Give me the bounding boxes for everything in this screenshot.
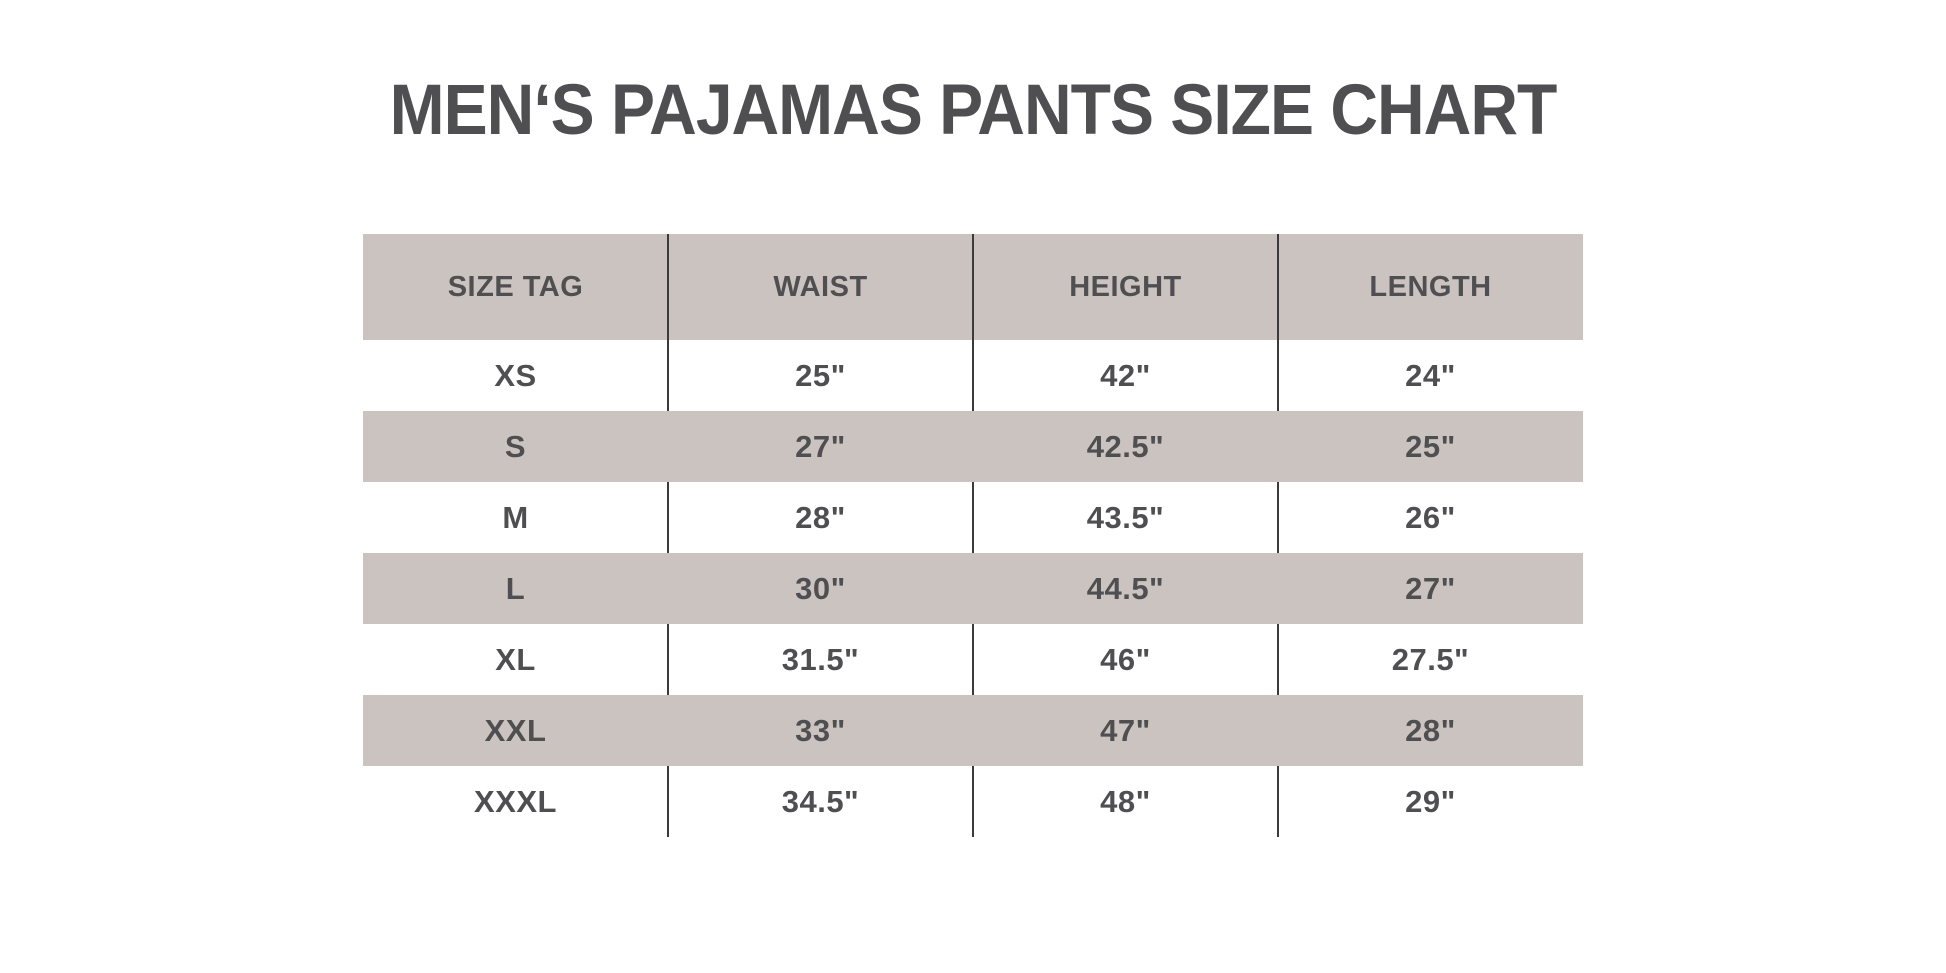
length-value: 25" — [1405, 428, 1456, 464]
waist-value: 25" — [795, 357, 846, 393]
waist-value: 34.5" — [781, 783, 860, 819]
waist-value: 31.5" — [781, 641, 860, 677]
size-tag-value: M — [502, 499, 529, 535]
length-value: 28" — [1405, 712, 1456, 748]
size-tag-value: XS — [494, 357, 537, 393]
column-header-height: HEIGHT — [1069, 270, 1182, 303]
table-row — [363, 624, 1583, 695]
length-value: 24" — [1405, 357, 1456, 393]
column-header-size-tag: SIZE TAG — [447, 270, 584, 303]
table-row — [363, 695, 1583, 766]
height-value: 48" — [1100, 783, 1151, 819]
table-row — [363, 482, 1583, 553]
column-header-waist: WAIST — [773, 270, 868, 303]
size-tag-value: XL — [495, 641, 536, 677]
length-value: 26" — [1405, 499, 1456, 535]
height-value: 46" — [1100, 641, 1151, 677]
table-row — [363, 553, 1583, 624]
table-row — [363, 340, 1583, 411]
length-value: 27.5" — [1391, 641, 1470, 677]
page-title: MEN‘S PAJAMAS PANTS SIZE CHART — [389, 69, 1557, 149]
size-tag-value: XXXL — [474, 783, 557, 819]
table-row — [363, 411, 1583, 482]
waist-value: 28" — [795, 499, 846, 535]
column-header-length: LENGTH — [1369, 270, 1492, 303]
length-value: 29" — [1405, 783, 1456, 819]
size-tag-value: XXL — [484, 712, 547, 748]
table-row — [363, 766, 1583, 837]
waist-value: 27" — [795, 428, 846, 464]
height-value: 47" — [1100, 712, 1151, 748]
length-value: 27" — [1405, 570, 1456, 606]
height-value: 44.5" — [1086, 570, 1165, 606]
height-value: 43.5" — [1086, 499, 1165, 535]
size-chart-table — [363, 234, 1583, 837]
height-value: 42" — [1100, 357, 1151, 393]
height-value: 42.5" — [1086, 428, 1165, 464]
waist-value: 33" — [795, 712, 846, 748]
size-tag-value: S — [504, 428, 527, 464]
waist-value: 30" — [795, 570, 846, 606]
size-tag-value: L — [505, 570, 526, 606]
